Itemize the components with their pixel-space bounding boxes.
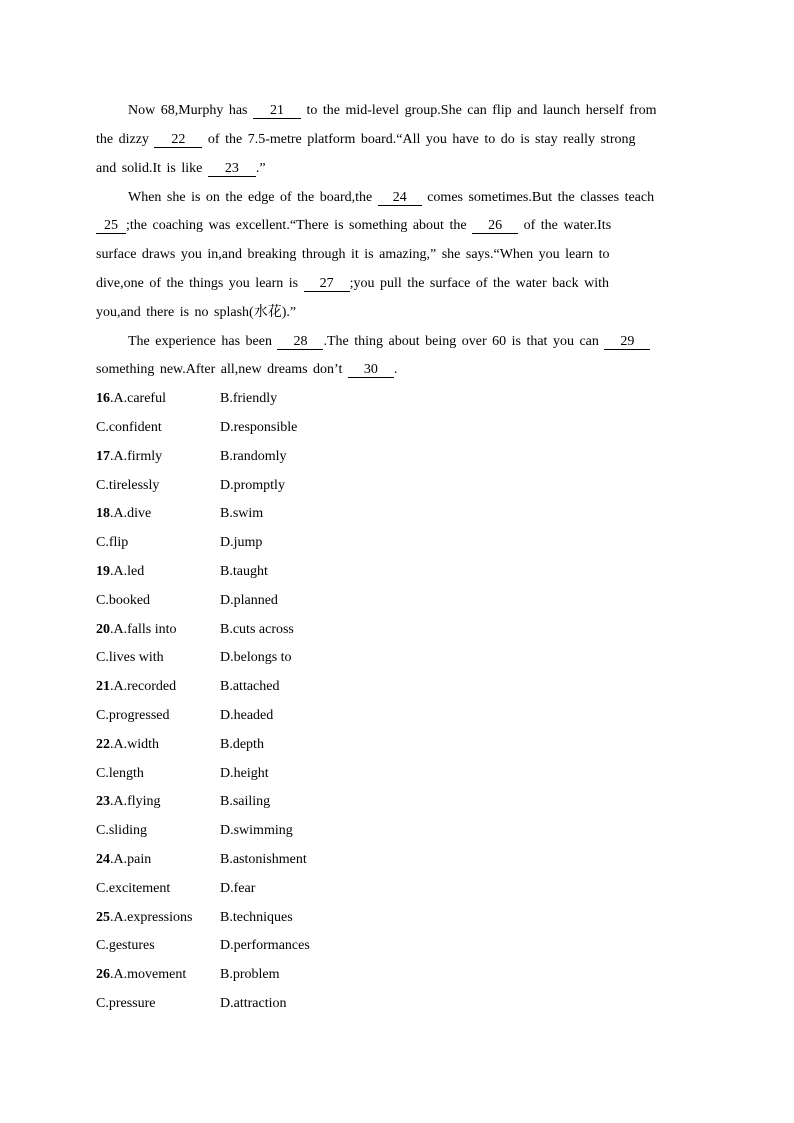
option-c: C.lives with: [96, 650, 164, 665]
option-d: D.headed: [220, 708, 274, 723]
passage-text: surface draws you in,and breaking through it is amazing,” she says.“When you learn to: [96, 247, 610, 262]
passage-text: something new.After all,new dreams don’t: [96, 362, 348, 377]
option-a: .A.expressions: [110, 910, 193, 925]
option-b: B.cuts across: [220, 622, 294, 637]
blank-29: 29: [604, 334, 650, 350]
passage-text: ;the coaching was excellent.“There is something about the: [126, 218, 473, 233]
option-a: .A.falls into: [110, 622, 177, 637]
option-c: C.pressure: [96, 996, 156, 1011]
question-number: 18: [96, 506, 110, 521]
passage-text: comes sometimes.But the classes teach: [421, 190, 655, 205]
passage-text: .The thing about being over 60 is that you can: [323, 334, 605, 349]
passage-line: [96, 216, 696, 236]
option-b: B.taught: [220, 564, 268, 579]
passage-text: dive,one of the things you learn is: [96, 276, 304, 291]
question-number: 24: [96, 852, 110, 867]
option-b: B.astonishment: [220, 852, 307, 867]
option-a: .A.led: [110, 564, 145, 579]
option-c: C.length: [96, 766, 144, 781]
passage-text: the dizzy: [96, 132, 155, 147]
option-a: .A.dive: [110, 506, 152, 521]
blank-23: 23: [208, 161, 256, 177]
passage-text: The experience has been: [128, 334, 278, 349]
option-c: C.tirelessly: [96, 478, 160, 493]
option-c: C.sliding: [96, 823, 147, 838]
passage-line: [128, 332, 694, 352]
passage-line: [96, 130, 696, 150]
passage-text: of the 7.5-metre platform board.“All you have to do is stay really strong: [202, 132, 636, 147]
passage-line: [96, 245, 696, 265]
question-number: 19: [96, 564, 110, 579]
option-a: .A.width: [110, 737, 159, 752]
option-b: B.swim: [220, 506, 264, 521]
question-number: 16: [96, 391, 110, 406]
question-number: 23: [96, 794, 110, 809]
option-b: B.depth: [220, 737, 264, 752]
question-number: 22: [96, 737, 110, 752]
option-a: .A.firmly: [110, 449, 163, 464]
option-c: C.confident: [96, 420, 162, 435]
option-c: C.excitement: [96, 881, 171, 896]
option-b: B.randomly: [220, 449, 287, 464]
option-d: D.responsible: [220, 420, 298, 435]
passage-text: ;you pull the surface of the water back with: [349, 276, 609, 291]
option-a: .A.pain: [110, 852, 152, 867]
option-d: D.performances: [220, 938, 310, 953]
option-d: D.swimming: [220, 823, 293, 838]
option-d: D.fear: [220, 881, 256, 896]
option-c: C.gestures: [96, 938, 155, 953]
passage-text: Now 68,Murphy has: [128, 103, 253, 118]
blank-27: 27: [304, 276, 350, 292]
passage-text: .”: [255, 161, 266, 176]
option-b: B.attached: [220, 679, 280, 694]
passage-text: and solid.It is like: [96, 161, 208, 176]
passage-line: [96, 274, 696, 294]
passage-text: you,and there is no splash(水花).”: [96, 305, 297, 320]
question-number: 25: [96, 910, 110, 925]
passage-text: of the water.Its: [518, 218, 612, 233]
blank-30: 30: [348, 362, 394, 378]
passage-text: to the mid-level group.She can flip and launch herself from: [301, 103, 657, 118]
passage-text: .: [393, 362, 398, 377]
option-c: C.progressed: [96, 708, 170, 723]
option-c: C.flip: [96, 535, 129, 550]
passage-text: When she is on the edge of the board,the: [128, 190, 378, 205]
passage-line: [128, 188, 694, 208]
option-b: B.problem: [220, 967, 280, 982]
blank-24: 24: [378, 190, 422, 206]
blank-22: 22: [154, 132, 202, 148]
option-d: D.height: [220, 766, 269, 781]
passage-line: [96, 360, 696, 380]
option-d: D.planned: [220, 593, 278, 608]
option-b: B.sailing: [220, 794, 271, 809]
option-c: C.booked: [96, 593, 151, 608]
question-number: 17: [96, 449, 110, 464]
option-d: D.attraction: [220, 996, 287, 1011]
blank-21: 21: [253, 103, 301, 119]
passage-line: [128, 101, 694, 121]
question-number: 20: [96, 622, 110, 637]
option-d: D.jump: [220, 535, 263, 550]
passage-line: [96, 303, 696, 323]
option-b: B.friendly: [220, 391, 278, 406]
option-a: .A.flying: [110, 794, 161, 809]
option-a: .A.recorded: [110, 679, 177, 694]
option-d: D.belongs to: [220, 650, 292, 665]
blank-25: 25: [96, 218, 126, 234]
option-d: D.promptly: [220, 478, 285, 493]
question-number: 21: [96, 679, 110, 694]
option-a: .A.movement: [110, 967, 187, 982]
question-number: 26: [96, 967, 110, 982]
blank-26: 26: [472, 218, 518, 234]
option-b: B.techniques: [220, 910, 293, 925]
blank-28: 28: [277, 334, 323, 350]
option-a: .A.careful: [110, 391, 166, 406]
passage-line: [96, 159, 696, 179]
